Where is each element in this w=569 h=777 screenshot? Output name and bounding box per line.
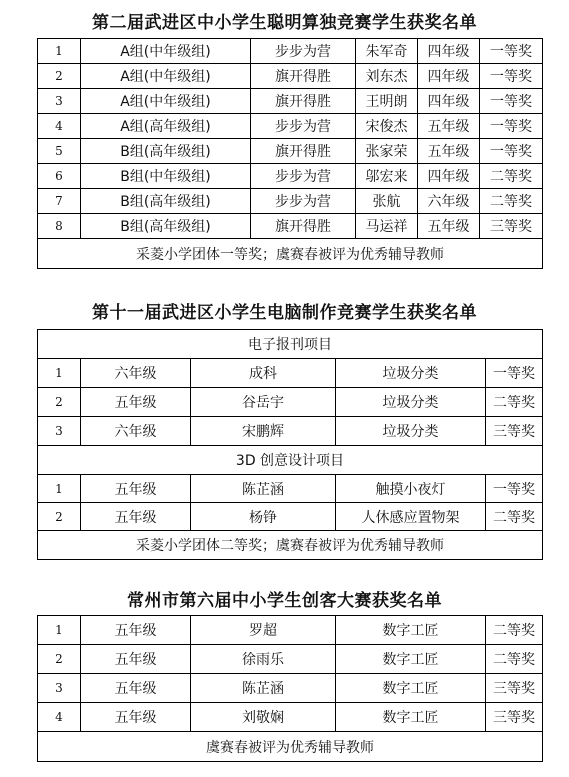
row-number-cell: 3 <box>38 89 81 114</box>
table-cell: 垃圾分类 <box>336 388 486 417</box>
table-row <box>38 89 543 114</box>
table-cell: 五年级 <box>418 139 480 164</box>
table-cell: 五年级 <box>81 388 191 417</box>
table-cell: 成科 <box>191 359 336 388</box>
table-cell: 徐雨乐 <box>191 645 336 674</box>
table-cell: B组(高年级组) <box>81 189 251 214</box>
row-number-cell: 5 <box>38 139 81 164</box>
table-cell: 三等奖 <box>480 214 543 239</box>
table-row <box>38 139 543 164</box>
table-cell: 垃圾分类 <box>336 417 486 446</box>
row-number-cell: 2 <box>38 64 81 89</box>
table-cell: 二等奖 <box>486 388 543 417</box>
table-cell: 数字工匠 <box>336 674 486 703</box>
table-row <box>38 703 543 732</box>
table-cell: A组(中年级组) <box>81 64 251 89</box>
table-cell: 数字工匠 <box>336 616 486 645</box>
table-row <box>38 475 543 503</box>
table-cell: 三等奖 <box>486 417 543 446</box>
table-cell: 五年级 <box>418 214 480 239</box>
table-cell: 触摸小夜灯 <box>336 475 486 503</box>
table-cell: A组(中年级组) <box>81 39 251 64</box>
table-row <box>38 359 543 388</box>
row-number-cell: 3 <box>38 417 81 446</box>
table-cell: 一等奖 <box>486 475 543 503</box>
section3-footer-row <box>38 732 543 762</box>
category-header: 电子报刊项目 <box>38 330 543 359</box>
table-row <box>38 388 543 417</box>
section1-title: 第二届武进区中小学生聪明算独竞赛学生获奖名单 <box>92 13 477 33</box>
row-number-cell: 2 <box>38 503 81 531</box>
table-row <box>38 503 543 531</box>
section2-table <box>37 329 543 560</box>
section1-table <box>37 38 543 269</box>
table-cell: 一等奖 <box>480 39 543 64</box>
table-cell: 六年级 <box>418 189 480 214</box>
row-number-cell: 1 <box>38 616 81 645</box>
table-cell: 一等奖 <box>480 114 543 139</box>
table-cell: 人休感应置物架 <box>336 503 486 531</box>
table-cell: 杨铮 <box>191 503 336 531</box>
section3-footer: 虞赛春被评为优秀辅导教师 <box>38 732 543 762</box>
table-cell: 二等奖 <box>480 189 543 214</box>
table-cell: 步步为营 <box>251 189 356 214</box>
table-cell: 数字工匠 <box>336 703 486 732</box>
table-cell: 四年级 <box>418 39 480 64</box>
table-cell: 宋俊杰 <box>356 114 418 139</box>
section2-footer-row <box>38 531 543 560</box>
row-number-cell: 2 <box>38 645 81 674</box>
table-cell: 陈芷涵 <box>191 674 336 703</box>
section3-title: 常州市第六届中小学生创客大赛获奖名单 <box>127 591 442 611</box>
table-cell: 二等奖 <box>486 616 543 645</box>
table-cell: 一等奖 <box>480 139 543 164</box>
row-number-cell: 8 <box>38 214 81 239</box>
category-header-row <box>38 446 543 475</box>
section3-table <box>37 615 543 762</box>
table-cell: 一等奖 <box>480 89 543 114</box>
table-cell: 数字工匠 <box>336 645 486 674</box>
table-cell: 步步为营 <box>251 114 356 139</box>
table-cell: 五年级 <box>81 645 191 674</box>
table-cell: B组(高年级组) <box>81 214 251 239</box>
category-header-row <box>38 330 543 359</box>
table-cell: 步步为营 <box>251 164 356 189</box>
table-cell: 四年级 <box>418 89 480 114</box>
table-row <box>38 674 543 703</box>
table-cell: 刘东杰 <box>356 64 418 89</box>
category-header: 3D 创意设计项目 <box>38 446 543 475</box>
table-cell: 旗开得胜 <box>251 89 356 114</box>
table-row <box>38 64 543 89</box>
table-cell: 马运祥 <box>356 214 418 239</box>
table-cell: 四年级 <box>418 64 480 89</box>
table-row <box>38 39 543 64</box>
table-cell: 垃圾分类 <box>336 359 486 388</box>
table-row <box>38 616 543 645</box>
table-cell: 四年级 <box>418 164 480 189</box>
table-cell: 三等奖 <box>486 674 543 703</box>
table-cell: 二等奖 <box>486 503 543 531</box>
table-cell: 陈芷涵 <box>191 475 336 503</box>
table-cell: 王明朗 <box>356 89 418 114</box>
section1-footer: 采菱小学团体一等奖；虞赛春被评为优秀辅导教师 <box>38 239 543 269</box>
row-number-cell: 6 <box>38 164 81 189</box>
row-number-cell: 4 <box>38 703 81 732</box>
table-cell: 刘敬娴 <box>191 703 336 732</box>
table-cell: B组(高年级组) <box>81 139 251 164</box>
row-number-cell: 2 <box>38 388 81 417</box>
table-cell: 邬宏来 <box>356 164 418 189</box>
table-row <box>38 645 543 674</box>
table-cell: 宋鹏辉 <box>191 417 336 446</box>
table-cell: B组(中年级组) <box>81 164 251 189</box>
table-row <box>38 417 543 446</box>
row-number-cell: 1 <box>38 359 81 388</box>
row-number-cell: 3 <box>38 674 81 703</box>
table-cell: 三等奖 <box>486 703 543 732</box>
table-row <box>38 164 543 189</box>
table-cell: A组(高年级组) <box>81 114 251 139</box>
table-cell: 五年级 <box>81 674 191 703</box>
table-row <box>38 114 543 139</box>
table-cell: 罗超 <box>191 616 336 645</box>
table-cell: 五年级 <box>81 703 191 732</box>
row-number-cell: 7 <box>38 189 81 214</box>
row-number-cell: 1 <box>38 475 81 503</box>
table-cell: 一等奖 <box>480 64 543 89</box>
section2-footer: 采菱小学团体二等奖；虞赛春被评为优秀辅导教师 <box>38 531 543 560</box>
table-cell: 五年级 <box>81 616 191 645</box>
table-cell: 张家荣 <box>356 139 418 164</box>
table-cell: 二等奖 <box>486 645 543 674</box>
table-row <box>38 189 543 214</box>
row-number-cell: 4 <box>38 114 81 139</box>
table-cell: 一等奖 <box>486 359 543 388</box>
table-cell: A组(中年级组) <box>81 89 251 114</box>
table-cell: 谷岳宇 <box>191 388 336 417</box>
table-cell: 朱军奇 <box>356 39 418 64</box>
table-row <box>38 214 543 239</box>
table-cell: 旗开得胜 <box>251 214 356 239</box>
section1-footer-row <box>38 239 543 269</box>
table-cell: 五年级 <box>81 503 191 531</box>
row-number-cell: 1 <box>38 39 81 64</box>
section2-title: 第十一届武进区小学生电脑制作竞赛学生获奖名单 <box>92 303 477 323</box>
table-cell: 五年级 <box>418 114 480 139</box>
table-cell: 张航 <box>356 189 418 214</box>
table-cell: 五年级 <box>81 475 191 503</box>
table-cell: 二等奖 <box>480 164 543 189</box>
table-cell: 旗开得胜 <box>251 139 356 164</box>
table-cell: 旗开得胜 <box>251 64 356 89</box>
table-cell: 步步为营 <box>251 39 356 64</box>
table-cell: 六年级 <box>81 417 191 446</box>
table-cell: 六年级 <box>81 359 191 388</box>
